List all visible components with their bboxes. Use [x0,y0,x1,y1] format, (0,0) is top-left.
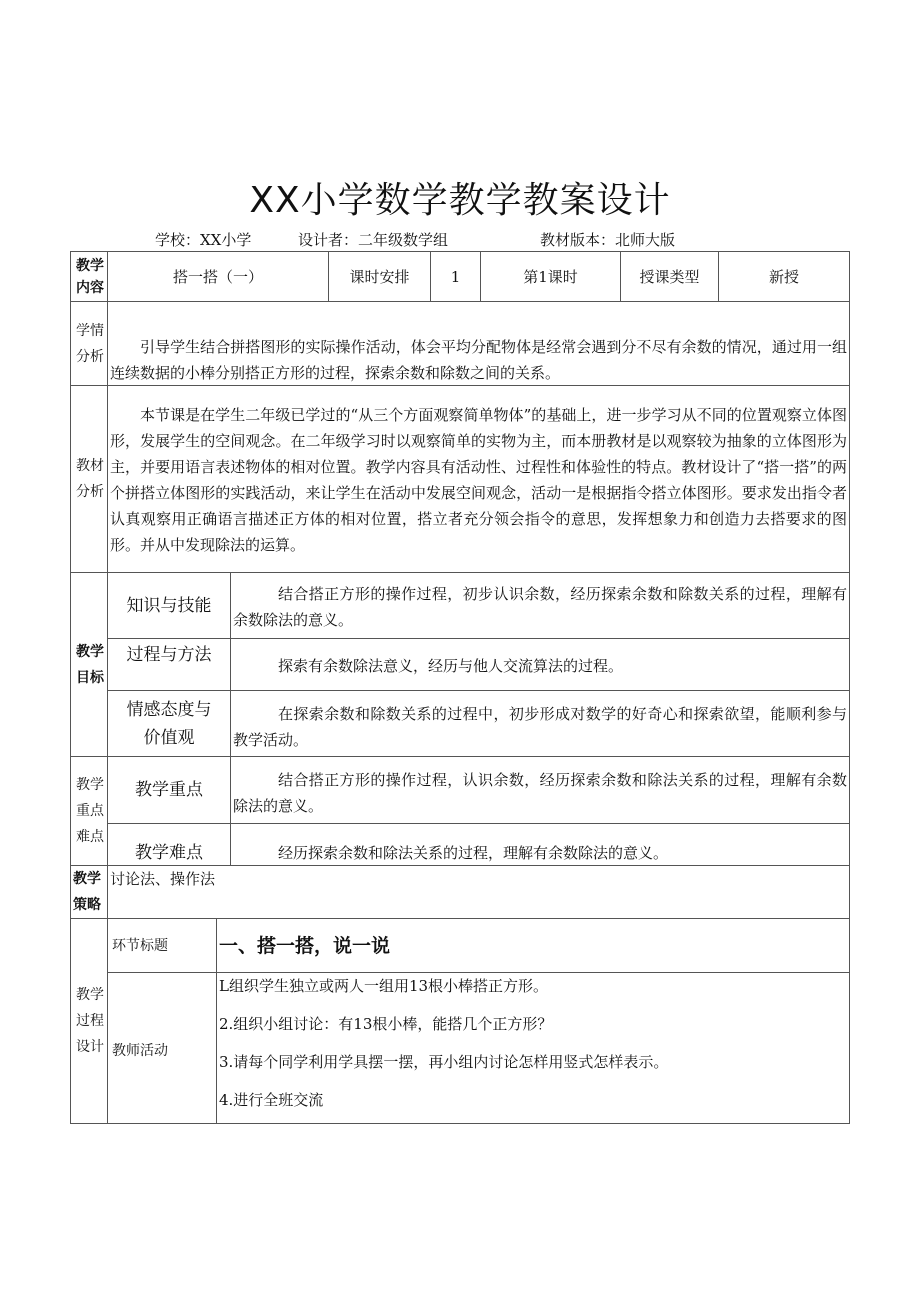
page-title: XX小学数学教学教案设计 [249,180,671,221]
edition: 教材版本：北师大版 [540,231,676,249]
section-title: 一、搭一搭，说一说 [216,918,850,973]
content-label: 教学内容 [70,251,108,302]
process-label: 教学过程设计 [70,918,108,1124]
schedule-value: 1 [430,251,481,302]
goal-text: 探索有余数除法意义，经历与他人交流算法的过程。 [278,657,624,675]
type-value: 新授 [718,251,850,302]
key-point-text: 经历探索余数和除法关系的过程，理解有余数除法的意义。 [278,844,669,862]
goal-cell [230,572,850,639]
activity-steps [216,972,850,1124]
key-point-name: 教学难点 [107,823,231,866]
goal-text: 结合搭正方形的操作过程，初步认识余数，经历探索余数和除数关系的过程，理解有余数除法的意义。 [233,585,847,629]
activity-step: L组织学生独立或两人一组用13根小棒搭正方形。 [219,977,549,995]
student-analysis-label: 学情分析 [70,301,108,386]
strategy-text: 讨论法、操作法 [107,865,850,919]
material-analysis-label: 教材分析 [70,385,108,573]
goal-name: 过程与方法 [107,638,231,691]
goal-text: 在探索余数和除数关系的过程中，初步形成对数学的好奇心和探索欲望，能顺利参与教学活动。 [233,705,847,749]
strategy-label: 教学策略 [70,865,108,919]
key-points-label: 教学重点难点 [70,756,108,866]
goal-cell [230,690,850,757]
type-label: 授课类型 [620,251,719,302]
goal-name: 情感态度与价值观 [107,690,231,757]
key-point-cell [230,756,850,824]
key-point-cell [230,823,850,866]
activity-step: 4.进行全班交流 [219,1091,324,1109]
material-analysis-text: 本节课是在学生二年级已学过的“从三个方面观察简单物体”的基础上，进一步学习从不同的位置观察立体图形，发展学生的空间观念。在二年级学习时以观察简单的实物为主，而本册教材是以观察较为抽象的立体图形为主，并要用语言表述物体的相对位置。教学内容具有活动性、过程性和体验性的特点。教材设计了“搭一搭”的两个拼搭立体图形的实践活动，来让学生在活动中发展空间观念，活动一是根据指令搭立体图形。要求发出指令者认真观察用正确语言描述正方体的相对位置，搭立者充分领会指令的意思，发挥想象力和创造力去搭要求的图形。并从中发现除法的运算。 [110,406,847,554]
key-point-name: 教学重点 [107,756,231,824]
material-analysis-cell [107,385,850,573]
student-analysis-cell [107,301,850,386]
goals-label: 教学目标 [70,572,108,757]
goal-name: 知识与技能 [107,572,231,639]
student-analysis-text: 引导学生结合拼搭图形的实际操作活动，体会平均分配物体是经常会遇到分不尽有余数的情况，通过用一组连续数据的小棒分别搭正方形的过程，探索余数和除数之间的关系。 [110,338,847,382]
designer: 设计者：二年级数学组 [298,231,449,249]
key-point-text: 结合搭正方形的操作过程，认识余数，经历探索余数和除法关系的过程，理解有余数除法的意义。 [233,771,847,815]
section-label: 环节标题 [107,918,217,973]
activity-step: 3.请每个同学利用学具摆一摆，再小组内讨论怎样用竖式怎样表示。 [219,1053,669,1071]
goal-cell [230,638,850,691]
period: 第1课时 [480,251,621,302]
activity-step: 2.组织小组讨论：有13根小棒，能搭几个正方形？ [219,1015,553,1033]
school: 学校：XX小学 [155,231,252,249]
schedule-label: 课时安排 [328,251,431,302]
lesson-topic: 搭一搭（一） [107,251,329,302]
activity-label: 教师活动 [107,972,217,1124]
